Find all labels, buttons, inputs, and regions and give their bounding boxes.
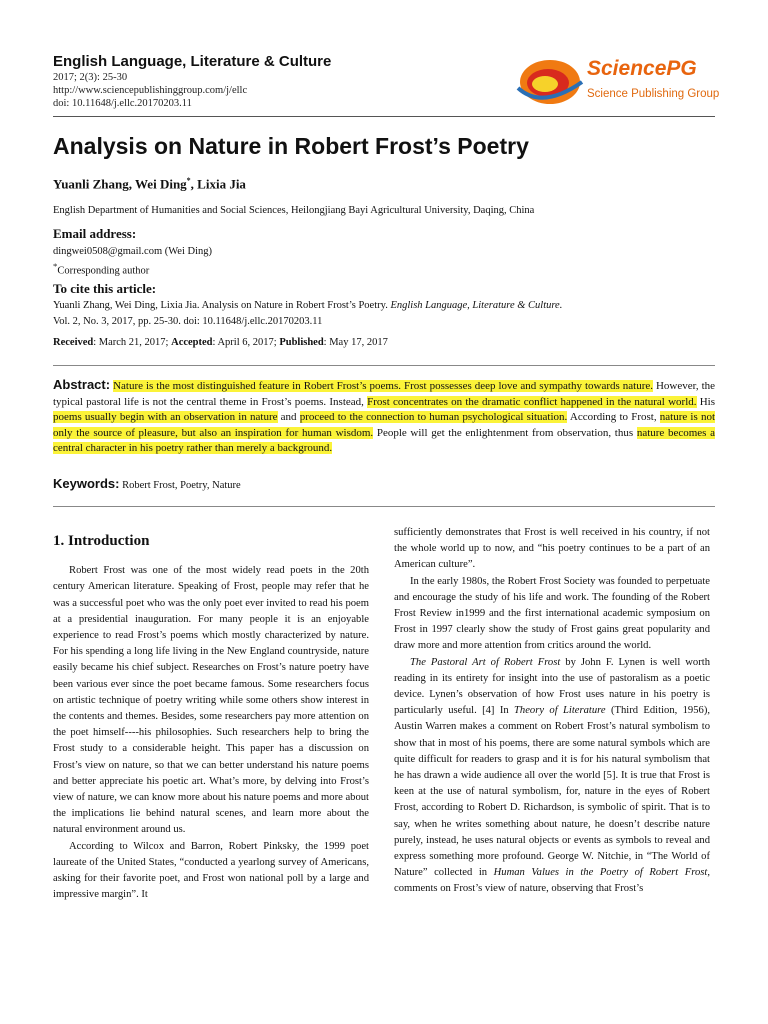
- section-heading: 1. Introduction: [53, 533, 150, 549]
- issue-info: 2017; 2(3): 25-30: [53, 72, 128, 83]
- highlight: proceed to the connection to human psychological situation.: [299, 411, 568, 423]
- authors: Yuanli Zhang, Wei Ding*, Lixia Jia: [53, 176, 246, 192]
- email-address[interactable]: dingwei0508@gmail.com (Wei Ding): [53, 246, 213, 257]
- email-heading: Email address:: [53, 226, 137, 241]
- corresponding-author: *Corresponding author: [53, 261, 150, 277]
- left-column: [53, 525, 369, 903]
- highlight: Frost concentrates on the dramatic conflict happened in the natural world.: [367, 395, 697, 408]
- article-dates: Received: March 21, 2017; Accepted: April 6, 2017; Published: May 17, 2017: [53, 337, 388, 348]
- paragraph: According to Wilcox and Barron, Robert Pinksky, the 1999 poet laureate of the United States, “conducted a yearlong survey of Americans, asking for their favorite poet, and Frost won national poll by a large and impressive margin”. It: [53, 840, 369, 901]
- paragraph: sufficiently demonstrates that Frost is well received in his country, if not the whole world up to now, and “his poetry continues to be a part of an American culture”.: [394, 527, 710, 571]
- right-column: [394, 525, 710, 898]
- divider: [53, 506, 715, 507]
- doi: doi: 10.11648/j.ellc.20170203.11: [53, 98, 192, 109]
- paragraph: In the early 1980s, the Robert Frost Society was founded to perpetuate and encourage the study of his life and work. The founding of the Robert Frost Review in1999 and the first international academic symposium on Frost in 1997 clearly show the study of Frost gains great popularity and draw more and more attention from critics around the world.: [394, 575, 710, 652]
- keywords-list: Robert Frost, Poetry, Nature: [122, 480, 241, 491]
- highlight: nature becomes a central character in his poetry rather than merely a background.: [53, 426, 715, 454]
- logo-subtitle: Science Publishing Group: [587, 88, 720, 100]
- affiliation: English Department of Humanities and Social Sciences, Heilongjiang Bayi Agricultural University, Daqing, China: [53, 205, 535, 216]
- highlight: poems usually begin with an observation in nature: [53, 411, 278, 423]
- logo-name: SciencePG: [587, 57, 697, 80]
- abstract-label: Abstract:: [53, 377, 111, 392]
- journal-url[interactable]: http://www.sciencepublishinggroup.com/j/ellc: [53, 85, 248, 96]
- article-title: Analysis on Nature in Robert Frost’s Poetry: [53, 133, 529, 159]
- header-divider: [53, 116, 715, 117]
- abstract: Abstract: Nature is the most distinguished feature in Robert Frost’s poems. Frost possesses deep love and sympathy towards nature. However, the typical pastoral life is not the central theme in Frost’s poems. Instead, Frost concentrates on the dramatic conflict happened in the natural world. His poems usually begin with an observation in nature and proceed to the connection to human psychological situation. According to Frost, nature is not only the source of pleasure, but also an inspiration for human wisdom. People will get the enlightenment from observation, thus nature becomes a central character in his poetry rather than merely a background.: [53, 377, 716, 454]
- citation: Yuanli Zhang, Wei Ding, Lixia Jia. Analysis on Nature in Robert Frost’s Poetry. English Language, Literature & Culture. Vol. 2, No. 3, 2017, pp. 25-30. doi: 10.11648/j.ellc.20170203.11: [53, 300, 563, 327]
- paragraph: The Pastoral Art of Robert Frost by John F. Lynen is well worth reading in its entirety for insight into the use of pastoralism as a poetic device. Lynen’s observation of how Frost uses nature in his poetry is particularly useful. [4] In Theory of Literature (Third Edition, 1956), Austin Warren makes a comment on Robert Frost’s natural symbolism to show that in most of his poems, there are some natural symbols which are quite difficult for readers to grasp and it is for his natural symbolism that he has drawn a wide audience all over the world [5]. It is true that Frost is keen at the use of natural symbolism, for, nature in the eyes of Robert Frost, according to Robert D. Richardson, is symbolic of spirit. That is to say, when he writes something about nature, he doesn’t describe nature purely, instead, he uses natural objects or events as symbols to reveal and express something more profound. George W. Nitchie, in “The World of Nature” collected in Human Values in the Poetry of Robert Frost, comments on Frost’s view of nature, observing that Frost’s: [394, 656, 710, 895]
- cite-heading: To cite this article:: [53, 281, 157, 296]
- email-block: [53, 245, 212, 279]
- paragraph: Robert Frost was one of the most widely read poets in the 20th century American literature. Speaking of Frost, people may refer that he was a successful poet who was the only poet ever invited to read his poem at a presidential inauguration. For many people it is an enjoyable experience to read Frost’s poems which mostly characterized by nature. For his spending a long life living in the New England countryside, nature easily became his chief subject. Researches on Frost’s nature poetry have been various ever since the poet became famous. Some researchers focus on artistic technique of poetry writing while some others show interest in the contents and themes. Besides, some researchers pay more attention on the poet himself----his philosophies. Such researchers help to bring the Frost study to a considerable height. This paper has a discussion on Frost’s view on nature, so that we can better understand his nature poems and better appreciate his poetic art. What’s more, by delving into Frost’s view of nature, we can know more about his nature poems and more about the implications lie behind natural scenes, and learn more about the natural environment around us.: [53, 565, 369, 836]
- keywords: [53, 476, 241, 491]
- highlight: Nature is the most distinguished feature in Robert Frost’s poems. Frost possesses deep love and sympathy towards nature.: [113, 380, 653, 392]
- journal-meta: [53, 71, 247, 110]
- divider: [53, 365, 715, 366]
- highlight: nature is not only the source of pleasure, but also an inspiration for human wisdom.: [53, 411, 716, 439]
- journal-name: English Language, Literature & Culture: [53, 53, 332, 70]
- keywords-label: Keywords:: [53, 476, 120, 491]
